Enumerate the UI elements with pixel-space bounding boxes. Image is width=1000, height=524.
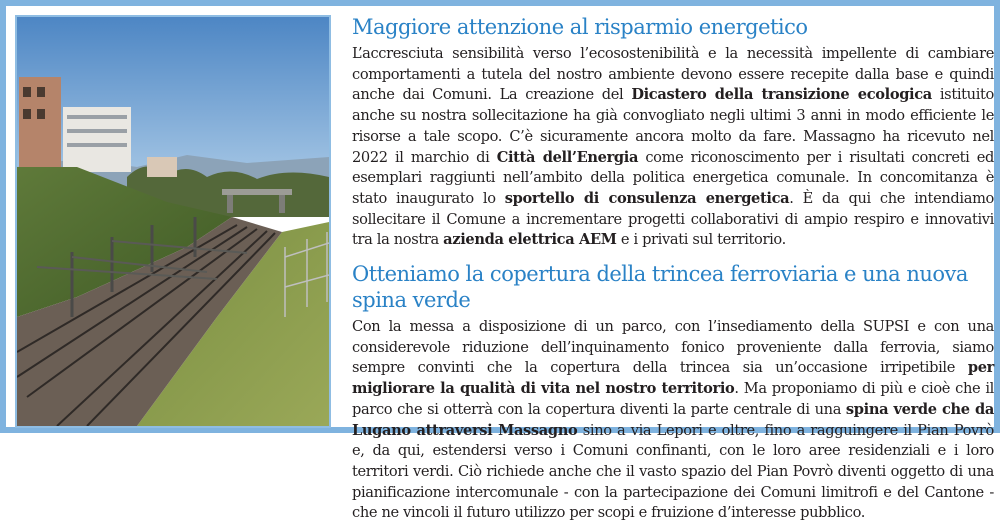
section-energy-saving [352, 14, 994, 251]
bold-run: sportello di consulenza energetica [504, 189, 790, 207]
bold-run: per migliorare la qualità di vita nel nostro territorio [352, 359, 994, 398]
section-body-energy [352, 44, 994, 251]
bold-run: Città dell’Energia [496, 148, 639, 166]
bold-run: azienda elettrica AEM [443, 231, 617, 249]
section-railway-trench [352, 261, 994, 524]
railway-trench-photo [15, 15, 331, 428]
text-run: sino a via Lepori e oltre, fino a ragguingere il Pian Povrò e, da qui, estendersi verso i Comuni confinanti, con le loro aree residenziali e i loro territori verdi. Ciò richiede anche che il vasto spazio del Pian Povrò diventi oggetto di una pianificazione intercomunale - con la partecipazione dei Comuni limitrofi e del Cantone - che ne vincoli il futuro utilizzo per scopi e fruizione d’interesse pubblico. [352, 421, 994, 522]
text-run: come riconoscimento per i risultati concreti ed esemplari raggiunti nell’ambito della politica energetica comunale. In concomitanza è stato inaugurato lo [352, 148, 994, 207]
text-run: istituito anche su nostra sollecitazione ha già convogliato negli ultimi 3 anni in modo efficiente le risorse a tale scopo. C’è sicuramente ancora molto da fare. Massagno ha ricevuto nel 2022 il marchio di [352, 86, 994, 166]
section-body-railway [352, 317, 994, 524]
article-text-column [352, 14, 994, 524]
text-run: Con la messa a disposizione di un parco, con l’insediamento della SUPSI e con una considerevole riduzione dell’inquinamento fonico proveniente dalla ferrovia, siamo sempre convinti che la copertura della trincea sia un’occasione irripetibile [352, 318, 994, 377]
text-run: . È da qui che intendiamo sollecitare il Comune a incrementare progetti collaborativi di ampio respiro e innovativi tra la nostra [352, 189, 994, 249]
text-run: L’accresciuta sensibilità verso l’ecosostenibilità e la necessità impellente di cambiare comportamenti a tutela del nostro ambiente devono essere recepite dalla base e quindi anche dai Comuni. La creazione del [352, 45, 994, 104]
bold-run: Dicastero della transizione ecologica [631, 86, 932, 104]
bold-run: spina verde che da Lugano attraversi Massagno [352, 400, 994, 439]
text-run: e i privati sul territorio. [616, 231, 786, 249]
section-title-railway: Otteniamo la copertura della trincea ferroviaria e una nuova spina verde [352, 262, 968, 313]
text-run: . Ma proponiamo di più e cioè che il parco che si otterrà con la copertura diventi la parte centrale di una [352, 380, 994, 418]
section-title-energy: Maggiore attenzione al risparmio energetico [352, 15, 808, 39]
